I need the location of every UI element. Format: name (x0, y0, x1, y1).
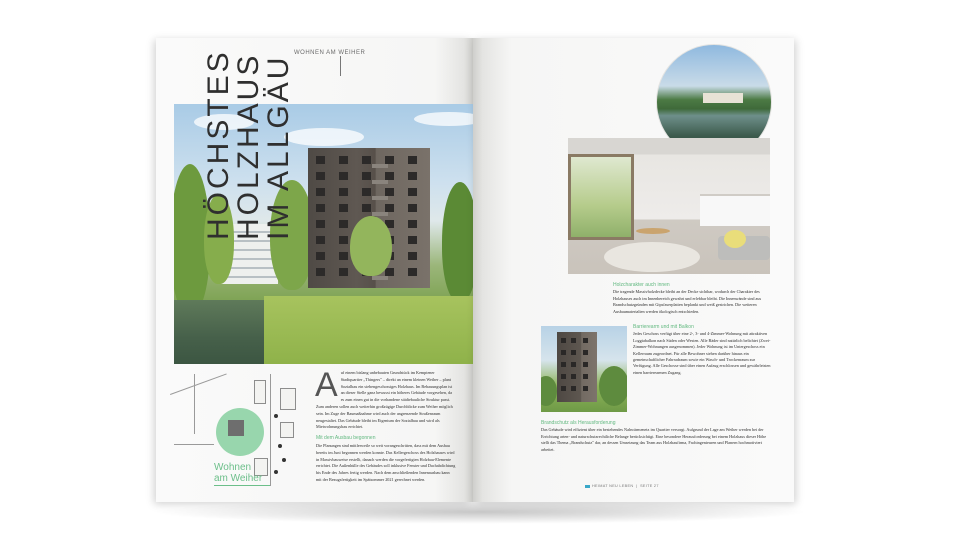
building-window (316, 220, 325, 228)
building-window (362, 188, 371, 196)
building-window (339, 268, 348, 276)
building-window (316, 236, 325, 244)
building-window (316, 172, 325, 180)
building-window (362, 156, 371, 164)
building-balcony (372, 212, 388, 216)
building-window (339, 220, 348, 228)
heading-holzcharakter: Holzcharakter auch innen (613, 282, 670, 288)
building-window (385, 204, 394, 212)
text-holzcharakter: Die tragende Massivholzdecke bleibt an der Decke sichtbar, wodurch der Charakter des Holzhauses auch im Innenbereich gewahrt und erlebbar bleibt. Die Innenwände sind aus Brandschutzgründen mit Gipsfaserplatten beplankt und weiß gestrichen. Die weiteren Ausbaumaterialien werden ökologisch entschieden. (613, 289, 762, 314)
building-balcony (372, 276, 388, 280)
building-window (408, 268, 417, 276)
subheading-ausbau: Mit dem Ausbau begonnen (316, 435, 376, 442)
map-caption-line1: Wohnen (214, 462, 252, 473)
section-divider (340, 56, 341, 76)
building-balcony (372, 196, 388, 200)
building-window (339, 252, 348, 260)
block-barrierearm (633, 324, 771, 376)
interior-photo (568, 138, 770, 274)
ausbau-text: Die Planungen sind mittlerweile so weit vorangeschritten, dass mit dem Ausbau bereits im Juni begonnen werden konnte. Das Kellergeschoss des Holzhauses wird in Massivbauweise erstellt, danach werden die vorgefertigten Holzbau-Elemente errichtet. Die Außenhülle des Gebäudes soll inklusive Fenster und Dachabdichtung bis Ende des Jahres fertig werden. Nach dem anschließenden Innenausbau kann mit der Bezugsfertigkeit im Spätsommer 2021 gerechnet werden. (316, 442, 456, 482)
building-window (385, 156, 394, 164)
building-window (408, 204, 417, 212)
building-window (362, 172, 371, 180)
building-window (339, 236, 348, 244)
intro-column (315, 366, 456, 487)
footer-brand: HEIMAT NEU LEBEN (592, 484, 634, 488)
title-line-2: HOLZHAUS (232, 52, 265, 240)
page-footer: HEIMAT NEU LEBEN | SEITE 27 (585, 484, 659, 488)
building-balcony (372, 180, 388, 184)
page-number: SEITE 27 (640, 484, 659, 488)
building-window (362, 204, 371, 212)
building-window (339, 188, 348, 196)
drop-cap: A (315, 366, 338, 404)
building-window (316, 268, 325, 276)
building-window (339, 172, 348, 180)
heading-barrierearm: Barrierearm und mit Balkon (633, 324, 694, 330)
building-window (385, 268, 394, 276)
section-label: WOHNEN AM WEIHER (294, 50, 366, 56)
heading-brandschutz: Brandschutz als Herausforderung (541, 420, 616, 426)
title-line-1: HÖCHSTES (202, 49, 235, 240)
left-page (156, 38, 473, 502)
building-window (316, 188, 325, 196)
building-small-photo (541, 326, 627, 412)
building-window (408, 172, 417, 180)
building-window (385, 172, 394, 180)
building-window (316, 156, 325, 164)
title-line-3: IM ALLGÄU (262, 54, 295, 240)
map-caption (214, 462, 270, 486)
open-magazine (156, 38, 794, 502)
block-brandschutz (541, 420, 771, 453)
building-window (316, 252, 325, 260)
block-holzcharakter (613, 282, 771, 315)
building-window (339, 204, 348, 212)
building-window (408, 252, 417, 260)
intro-text: uf einem bislang unbebauten Grundstück im Kemptener Stadtquartier „Thingers" – direkt an einem kleinen Weiher – plant Sozialbau ein siebengeschossiges Holzhaus. Im Bebauungsplan ist an dieser Stelle ganz bewusst ein höheres Gebäude vorgesehen, da es zum einen gut in die vorhandene städtebauliche Struktur passt. Zum anderen sollen auch weiterhin großzügige Durchblicke zum Weiher möglich sein. Im Zuge der Baumaßnahme wird auch der angrenzende Straßenraum neugestaltet. Das Gebäude bleibt im Eigentum der Sozialbau und wird als Mietwohnungsbau errichtet. (316, 370, 453, 430)
magazine-shadow (150, 500, 810, 524)
building-window (385, 188, 394, 196)
building-window (408, 188, 417, 196)
article-title (198, 50, 294, 246)
building-window (408, 156, 417, 164)
map-caption-line2: am Weiher (214, 473, 263, 484)
building-window (408, 220, 417, 228)
text-barrierearm: Jedes Geschoss verfügt über eine 2-, 3- und 4-Zimmer-Wohnung mit attraktiven Loggiabalkon nach Süden oder Westen. Alle Bäder sind natürlich belichtet (Zwei-Zimmer-Wohnungen ausgenommen). Jeder Wohnung ist im Untergeschoss ein Kellerraum zugeordnet. Für alle Bewohner stehen darüber hinaus ein gemeinschaftlicher Fahrradraum sowie ein Wasch- und Trockenraum zur Verfügung. Alle Geschosse sind über einen Aufzug erschlossen und gewährleisten einen barrierearmen Zugang. (633, 331, 771, 375)
text-brandschutz: Das Gebäude wird effizient über ein bestehendes Nahwärmenetz im Quartier versorgt. Aufgrund der Lage am Weiher werden bei der Errichtung arten- und naturschutzrechtliche Belange berücksichtigt. Eine besondere Herausforderung bei einem Holzhaus dieser Höhe stellt das Thema „Brandschutz" dar, an dessen Umsetzung das Team aus Holzbaufirma, Fachingenieuren und Planern hochmotiviert arbeitet. (541, 427, 767, 452)
building-window (408, 236, 417, 244)
brand-mark-icon (585, 485, 590, 488)
building-balcony (372, 164, 388, 168)
building-window (339, 156, 348, 164)
building-window (316, 204, 325, 212)
right-page (473, 38, 794, 502)
